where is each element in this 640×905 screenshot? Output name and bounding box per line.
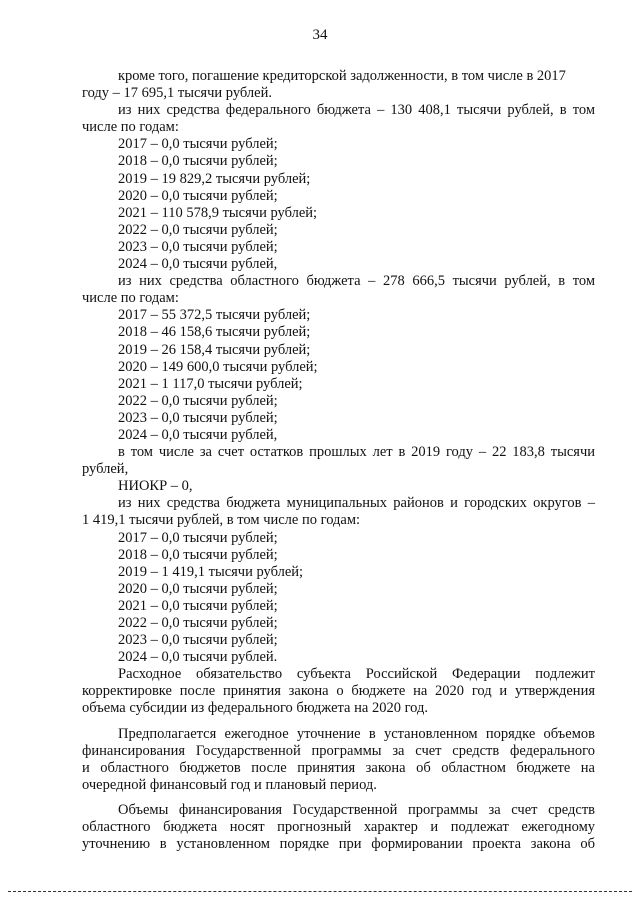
list-item: 2017 – 55 372,5 тысячи рублей; — [118, 307, 311, 324]
text-line: году – 17 695,1 тысячи рублей. — [82, 85, 272, 102]
list-item: 2017 – 0,0 тысячи рублей; — [118, 529, 278, 546]
municipal-budget-heading: из них средства бюджета муниципальных районов и городских округов – — [118, 495, 595, 512]
text-line: областного бюджета носят прогнозный характер и подлежат ежегодному — [82, 819, 595, 836]
text-line: корректировке после принятия закона о бюджете на 2020 год и утверждения — [82, 683, 595, 700]
list-item: 2020 – 0,0 тысячи рублей; — [118, 580, 278, 597]
list-item: 2021 – 1 117,0 тысячи рублей; — [118, 375, 303, 392]
text-line: Объемы финансирования Государственной программы за счет средств — [118, 801, 595, 818]
paragraph-obligation — [82, 666, 595, 717]
text-line: числе по годам: — [82, 290, 179, 307]
list-item: 2023 – 0,0 тысячи рублей; — [118, 238, 278, 255]
text-line: кроме того, погашение кредиторской задолженности, в том числе в 2017 — [118, 68, 566, 84]
regional-budget-heading: из них средства областного бюджета – 278 666,5 тысячи рублей, в том — [118, 273, 595, 290]
list-item: 2020 – 149 600,0 тысячи рублей; — [118, 358, 318, 375]
list-item: 2021 – 0,0 тысячи рублей; — [118, 597, 278, 614]
list-item: 2024 – 0,0 тысячи рублей, — [118, 426, 278, 443]
paragraph-annual-adjustment — [82, 726, 595, 794]
list-item: 2021 – 110 578,9 тысячи рублей; — [118, 204, 318, 221]
list-item: 2024 – 0,0 тысячи рублей, — [118, 256, 278, 273]
text-line: рублей, — [82, 461, 129, 478]
paragraph-forecast — [82, 802, 595, 853]
list-item: 2022 – 0,0 тысячи рублей; — [118, 221, 278, 238]
regional-years-list — [82, 307, 595, 444]
list-item: 2019 – 19 829,2 тысячи рублей; — [118, 170, 311, 187]
page-number: 34 — [312, 27, 328, 43]
document-body — [82, 68, 595, 853]
text-line: объема субсидии из федерального бюджета на 2020 год. — [82, 700, 428, 717]
list-item: 2023 – 0,0 тысячи рублей; — [118, 409, 278, 426]
list-item: 2017 – 0,0 тысячи рублей; — [118, 136, 278, 153]
list-item: 2018 – 46 158,6 тысячи рублей; — [118, 324, 311, 341]
list-item: 2023 – 0,0 тысячи рублей; — [118, 632, 278, 649]
text-line: и областного бюджетов после принятия закона об областном бюджете на — [82, 759, 595, 776]
list-item: 2019 – 26 158,4 тысячи рублей; — [118, 341, 311, 358]
text-line: НИОКР – 0, — [118, 478, 193, 495]
list-item: 2018 – 0,0 тысячи рублей; — [118, 546, 278, 563]
text-line: числе по годам: — [82, 119, 179, 136]
footer-divider — [8, 891, 632, 892]
municipal-years-list — [82, 530, 595, 667]
list-item: 2018 – 0,0 тысячи рублей; — [118, 153, 278, 170]
list-item: 2022 – 0,0 тысячи рублей; — [118, 392, 278, 409]
text-line: уточнению в установленном порядке при формировании проекта закона об — [82, 836, 595, 853]
list-item: 2019 – 1 419,1 тысячи рублей; — [118, 563, 304, 580]
list-item: 2020 – 0,0 тысячи рублей; — [118, 187, 278, 204]
text-line: в том числе за счет остатков прошлых лет в 2019 году – 22 183,8 тысячи — [118, 444, 595, 461]
federal-budget-heading: из них средства федерального бюджета – 130 408,1 тысячи рублей, в том — [118, 102, 595, 119]
list-item: 2024 – 0,0 тысячи рублей. — [118, 649, 278, 666]
list-item: 2022 – 0,0 тысячи рублей; — [118, 615, 278, 631]
text-line: очередной финансовый год и плановый период. — [82, 776, 377, 793]
text-line: Предполагается ежегодное уточнение в установленном порядке объемов — [118, 725, 595, 742]
text-line: финансирования Государственной программы за счет средств федерального — [82, 742, 595, 759]
federal-years-list — [82, 136, 595, 273]
text-line: 1 419,1 тысячи рублей, в том числе по годам: — [82, 512, 361, 529]
text-line: Расходное обязательство субъекта Российской Федерации подлежит — [118, 666, 595, 683]
